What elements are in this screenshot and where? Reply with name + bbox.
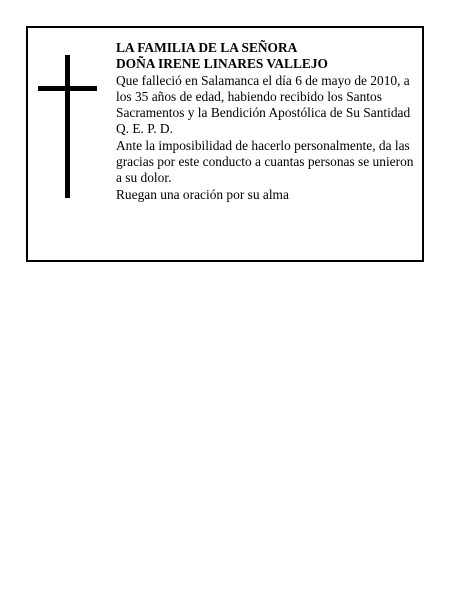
heading-deceased-name: DOÑA IRENE LINARES VALLEJO [116,56,328,72]
prayer-request: Ruegan una oración por su alma [116,186,289,202]
qepd-line: Q. E. P. D. [116,121,173,137]
cross-horizontal-bar [38,86,97,91]
heading-family: LA FAMILIA DE LA SEÑORA [116,40,298,55]
obituary-notice [26,26,424,262]
notice-text [116,40,422,203]
death-announcement: Que falleció en Salamanca el día 6 de mayo de 2010, a los 35 años de edad, habiendo recibido los Santos Sacramentos y la Bendición Apostólica de Su Santidad [116,72,411,121]
cross-vertical-bar [65,55,70,198]
thanks-paragraph: Ante la imposibilidad de hacerlo personalmente, da las gracias por este conducto a cuantas personas se unieron a su dolor. [116,137,414,186]
